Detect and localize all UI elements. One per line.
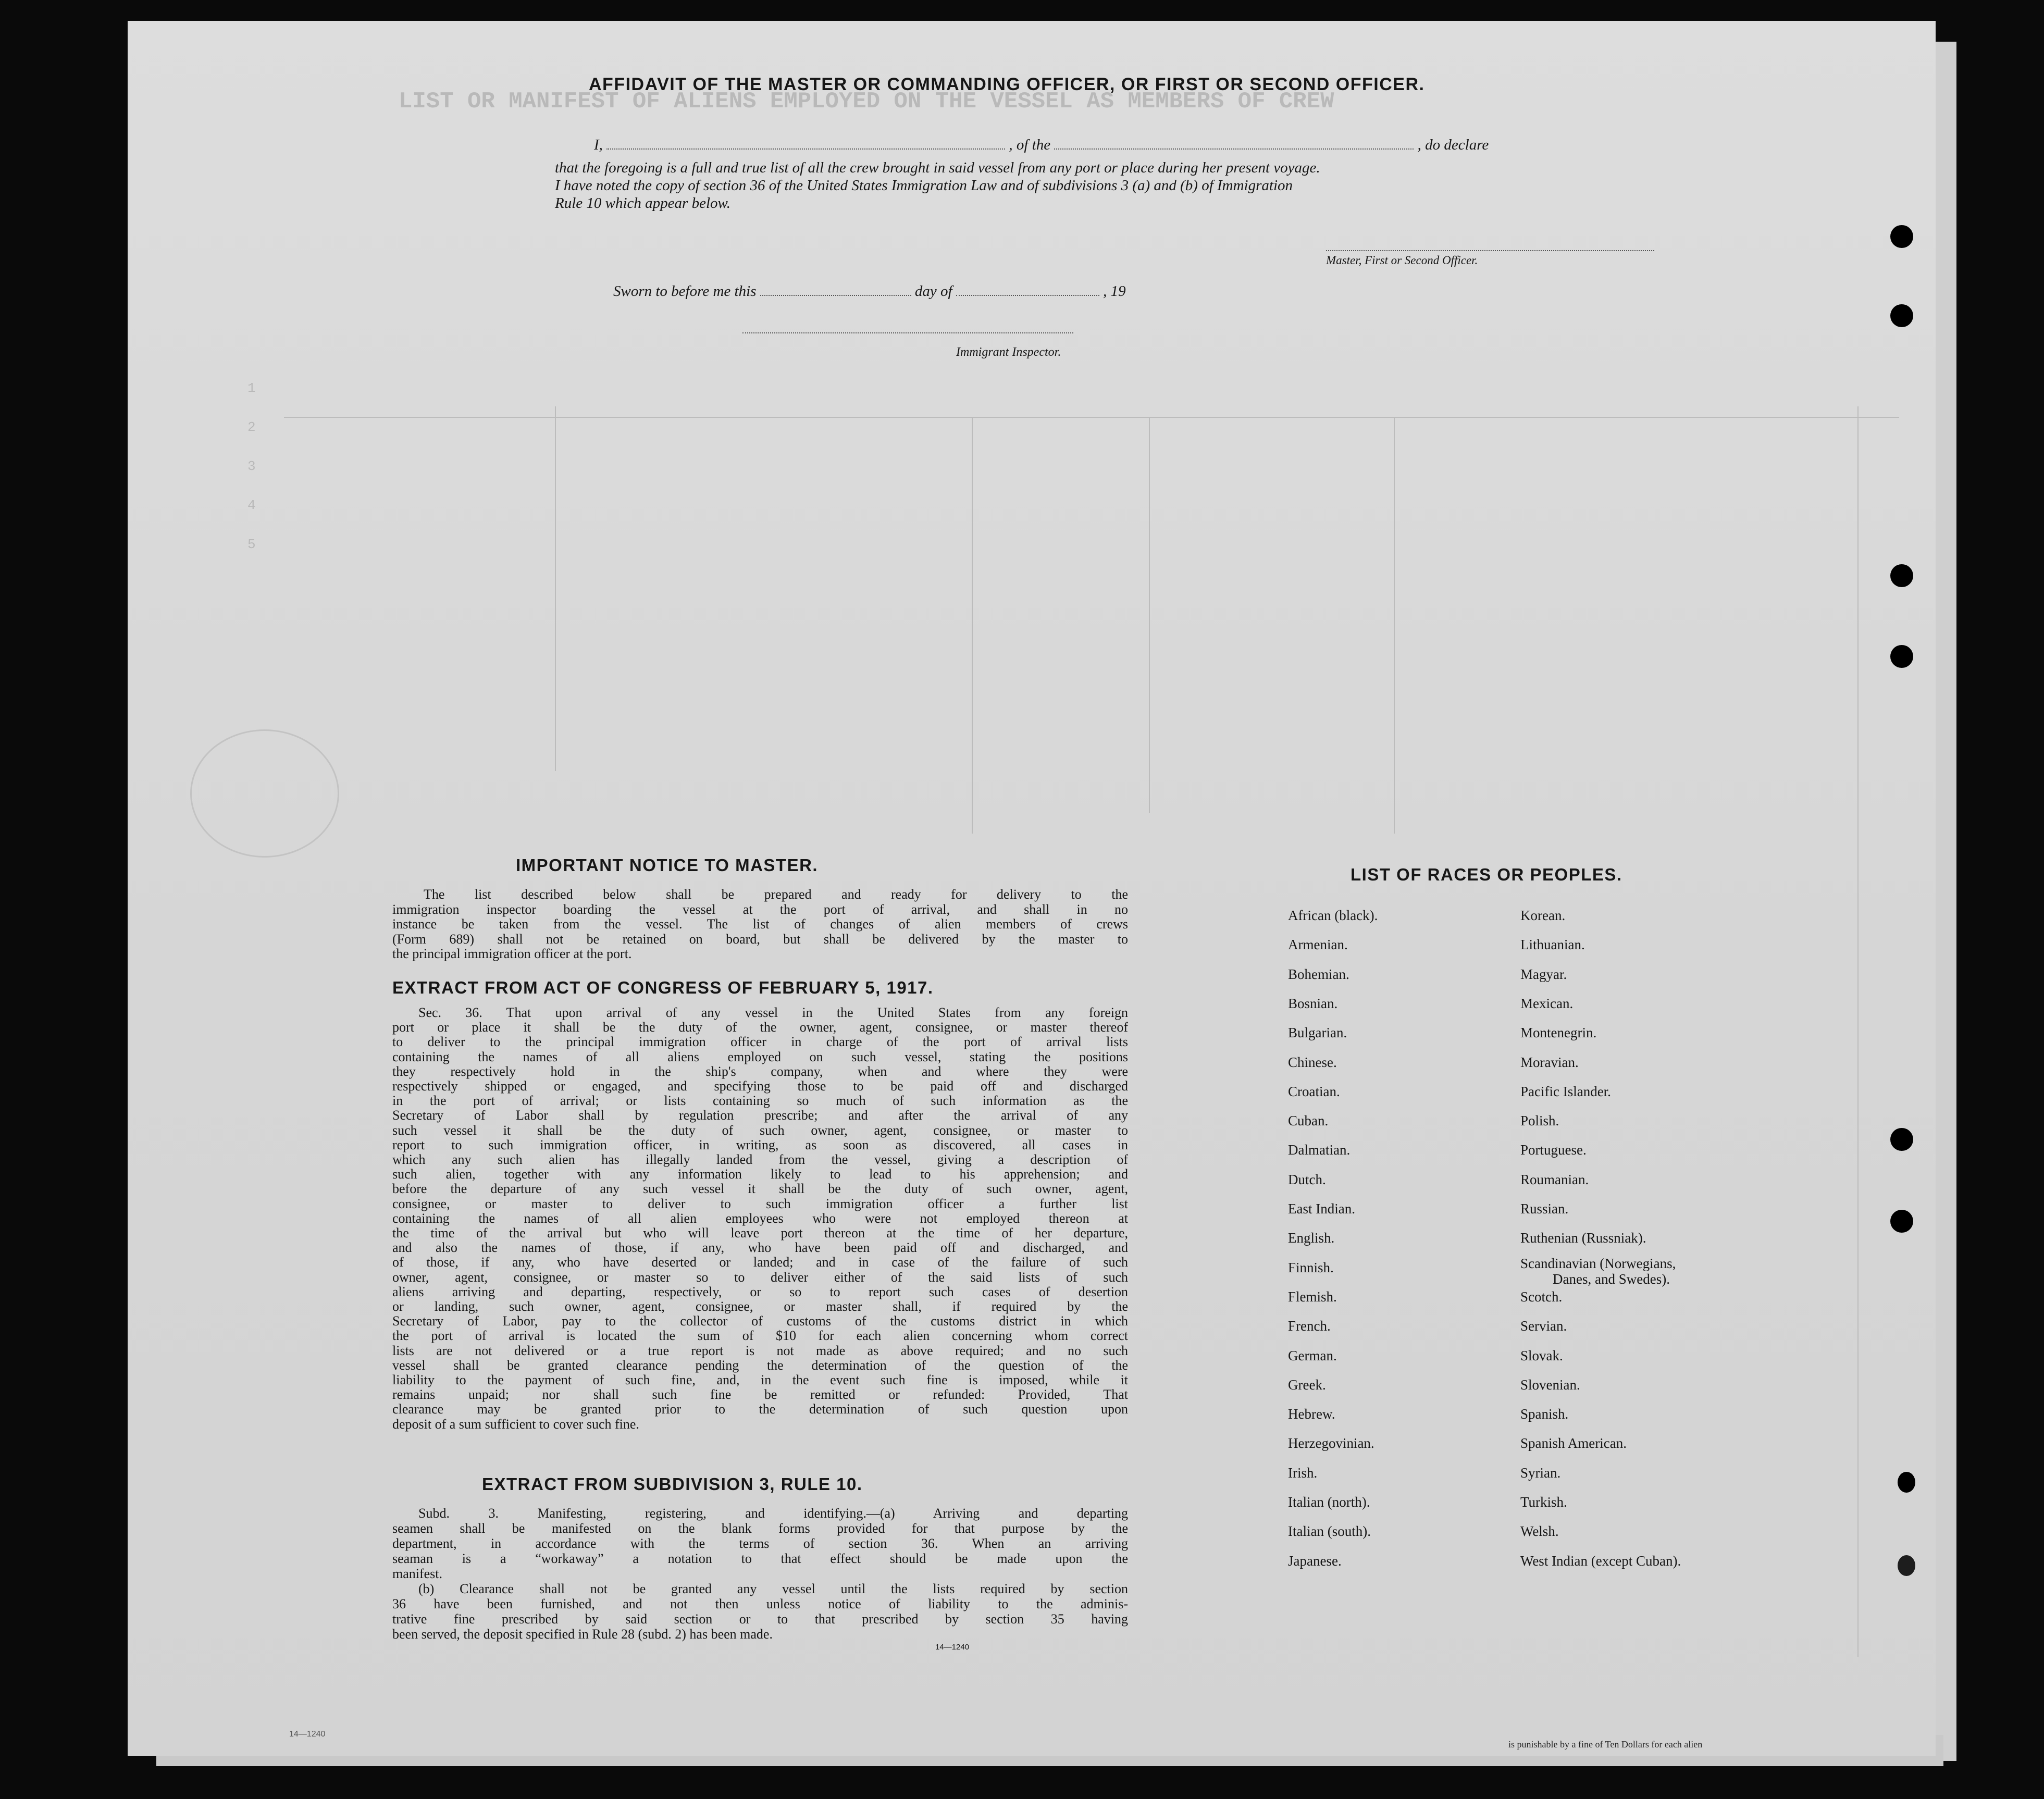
affidavit-i-label: I, [594,137,603,153]
binder-hole [1890,564,1913,587]
affidavit-declare-label: , do declare [1417,137,1489,153]
act-line: to deliver to the principal immigration officer in charge of the port of arrival lists [392,1034,1128,1050]
race-item: Herzegovinian. [1288,1435,1374,1451]
act-line: which any such alien has illegally landed from the vessel, giving a description of [392,1152,1128,1168]
rule-line: seamen shall be manifested on the blank forms provided for that purpose by the [392,1521,1128,1536]
race-item: Slovenian. [1520,1376,1580,1393]
notice-line: the principal immigration officer at the port. [392,946,632,961]
vessel-name-field[interactable] [1054,138,1414,150]
master-name-field[interactable] [606,138,1005,150]
rule-line: department, in accordance with the terms of section 36. When an arriving [392,1536,1128,1551]
race-item: Scandinavian (Norwegians, [1520,1255,1676,1271]
race-item: East Indian. [1288,1201,1355,1217]
act-line: Secretary of Labor shall by regulation prescribe; and after the arrival of any [392,1108,1128,1123]
act-line: they respectively hold in the ship's company, when and where they were [392,1063,1128,1079]
act-line: clearance may be granted prior to the determination of such question upon [392,1401,1128,1417]
race-item: Spanish. [1520,1406,1569,1422]
inspector-label: Immigrant Inspector. [956,345,1061,359]
race-item: Moravian. [1520,1054,1579,1070]
rule-line: Subd. 3. Manifesting, registering, and identifying.—(a) Arriving and departing [418,1506,1128,1521]
sworn-line [613,283,1126,300]
act-line: Sec. 36. That upon arrival of any vessel in the United States from any foreign [418,1005,1128,1020]
act-line: of those, if any, who have deserted or landed; and in case of the failure of such [392,1255,1128,1270]
race-item: West Indian (except Cuban). [1520,1553,1681,1569]
race-item: Flemish. [1288,1288,1337,1305]
notice-title: IMPORTANT NOTICE TO MASTER. [516,855,819,875]
year-label: , 19 [1103,283,1126,300]
day-of-label: day of [914,283,952,300]
act-line: such alien, together with any information likely to lead to his apprehension; and [392,1167,1128,1182]
act-line: before the departure of any such vessel it shall be the duty of such owner, agent, [392,1181,1128,1197]
rule-line: (b) Clearance shall not be granted any vessel until the lists required by section [418,1581,1128,1596]
notice-line: The list described below shall be prepared and ready for delivery to the [424,887,1128,902]
race-item: Spanish American. [1520,1435,1627,1451]
race-item: Lithuanian. [1520,937,1585,953]
binder-hole [1898,1472,1915,1493]
act-line: the port of arrival is located the sum of $10 for each alien concerning whom correct [392,1328,1128,1344]
binder-hole [1890,645,1913,668]
race-item: Greek. [1288,1376,1326,1393]
race-item: Bohemian. [1288,966,1349,982]
binder-hole [1890,1128,1913,1151]
race-item: Ruthenian (Russniak). [1520,1230,1646,1246]
race-item: Bosnian. [1288,995,1338,1011]
act-title: EXTRACT FROM ACT OF CONGRESS OF FEBRUARY 5, 1917. [392,978,934,997]
footer-penalty-text: is punishable by a fine of Ten Dollars for each alien [1508,1739,1703,1750]
race-item: Korean. [1520,908,1566,923]
act-line: vessel shall be granted clearance pending the determination of the question of the [392,1357,1128,1373]
race-item: English. [1288,1230,1335,1246]
affidavit-title: AFFIDAVIT OF THE MASTER OR COMMANDING OFFICER, OR FIRST OR SECOND OFFICER. [589,75,1425,94]
race-item: French. [1288,1318,1331,1334]
race-item: Mexican. [1520,995,1574,1011]
act-line: respectively shipped or engaged, and specifying those to be paid off and discharged [392,1078,1128,1094]
act-line: in the port of arrival; or lists containing so much of such information as the [392,1093,1128,1109]
race-item: Bulgarian. [1288,1025,1347,1041]
race-item: Welsh. [1520,1523,1559,1540]
race-item: Italian (south). [1288,1523,1371,1540]
race-item: Italian (north). [1288,1494,1370,1510]
act-line: deposit of a sum sufficient to cover such fine. [392,1416,639,1432]
race-item: Turkish. [1520,1494,1567,1510]
race-item: Magyar. [1520,966,1567,982]
rule-line: manifest. [392,1566,443,1581]
act-line: such vessel it shall be the duty of such owner, agent, consignee, or master to [392,1122,1128,1138]
race-item: Dalmatian. [1288,1142,1351,1158]
act-line: containing the names of all aliens employed on such vessel, stating the positions [392,1049,1128,1064]
rule-line: 36 have been furnished, and not then unless notice of liability to the adminis- [392,1596,1128,1611]
race-item: German. [1288,1347,1337,1363]
race-item: Russian. [1520,1201,1569,1217]
race-item: Polish. [1520,1113,1559,1129]
notice-line: immigration inspector boarding the vessel at the port of arrival, and shall in no [392,901,1128,917]
affidavit-line-3: I have noted the copy of section 36 of the United States Immigration Law and of subdivisions 3 (a) and (b) of Immigration [555,177,1293,194]
affidavit-declaration-line [594,137,1489,154]
manifest-page: LIST OR MANIFEST OF ALIENS EMPLOYED ON THE VESSEL AS MEMBERS OF CREW 1 2 3 4 5 AFFIDAVIT OF THE MASTER OR COMMANDING OFFICER, OR FIRST OR SECOND OFFICER. I, , of the , do declare that the foregoing is a full and true list of all the crew brought in said vessel from any port or place during her present voyage. I have noted the copy of section 36 of the United States Immigration Law and of subdivisions 3 (a) and (b) of Immigration Rule 10 which appear below. Master, First or Second Officer. Sworn to before me this day of , 19 Immigrant Inspector. IMPORTANT NOTICE TO MASTER. The list described below shall be prepared and ready for delivery to the immigration inspector boarding the vessel at the port of arrival, and shall in no instance be taken from the vessel. The list of changes of alien members of crews (Form 689) shall not be retained on board, but shall be delivered by the master to the principal immigration officer at the port. EXTRACT FROM ACT OF CONGRESS OF FEBRUARY 5, 1917. Sec. 36. That upon arrival of any vessel in the United States from any foreign port or place it shall be the duty of the owner, agent, consignee, or master thereof to deliver to the principal immigration officer in charge of the port of arrival lists containing the names of all aliens employed on such vessel, stating the positions they respectively hold in the ship's company, when and where they were respectively shipped or engaged, and specifying those to be paid off and discharged in the port of arrival; or lists containing so much of such information as the Secretary of Labor shall by regulation prescribe; and after the arrival of any such vessel it shall be the duty of such owner, agent, consignee, or master to report to such immigration officer, in writing, as soon as discovered, all cases in which any such alien has illegally landed from the vessel, giving a description of such alien, together with any information likely to lead to his apprehension; and before the departure of any such vessel it shall be the duty of such owner, agent, consignee, or master to deliver to such immigration officer a further list containing the names of all alien employees who were not employed thereon at the time of the arrival but who will leave port thereon at the time of her departure, and also the names of those, if any, who have been paid off and discharged, and of those, if any, who have deserted or landed; and in case of the failure of such owner, agent, consignee, or master so to deliver either of the said lists of such aliens arriving and departing, respectively, or so to report such cases of desertion or landing, such owner, agent, consignee, or master shall, if required by the Secretary of Labor, pay to the collector of customs of the customs district in which the port of arrival is located the sum of $10 for each alien concerning whom correct lists are not delivered or a true report is not made as above required; and no such vessel shall be granted clearance pending the determination of the question of the liability to the payment of such fine, and, in the event such fine is imposed, while it remains unpaid; nor shall such fine be remitted or refunded: Provided, That clearance may be granted prior to the determination of such question upon deposit of a sum sufficient to cover such fine. EXTRACT FROM SUBDIVISION 3, RULE 10. Subd. 3. Manifesting, registering, and identifying.—(a) Arriving and departing seamen shall be manifested on the blank forms provided for that purpose by the department, in accordance with the terms of section 36. When an arriving seaman is a “workaway” a notation to that effect should be made upon the manifest. (b) Clearance shall not be granted any vessel until the lists required by section 36 have been furnished, and not then unless notice of liability to the adminis- trative fine prescribed by said section or to that prescribed by section 35 having been served, the deposit specified in Rule 28 (subd. 2) has been made. 14—1240 LIST OF RACES OR PEOPLES. African (black). Armenian. Bohemian. Bosnian. Bulgarian. Chinese. Croatian. Cuban. Dalmatian. Dutch. East Indian. English. Finnish. Flemish. French. German. Greek. Hebrew. Herzegovinian. Irish. Italian (north). Italian (south). Japanese. Korean. Lithuanian. Magyar. Mexican. Montenegrin. Moravian. Pacific Islander. Polish. Portuguese. Roumanian. Russian. Ruthenian (Russniak). Scandinavian (Norwegians, Scotch. Servian. Slovak. Slovenian. Spanish. Spanish American. Syrian. Turkish. Welsh. West Indian (except Cuban). Danes, and Swedes). 14—1240 [128,21,1936,1756]
sworn-date-field[interactable] [760,284,911,296]
notice-line: instance be taken from the vessel. The list of changes of alien members of crews [392,916,1128,932]
race-item: Dutch. [1288,1171,1326,1187]
act-line: or landing, such owner, agent, consignee, or master shall, if required by the [392,1299,1128,1314]
race-item: African (black). [1288,908,1378,923]
act-line: owner, agent, consignee, or master so to deliver either of the said lists of such [392,1269,1128,1285]
race-item: Pacific Islander. [1520,1083,1611,1099]
race-item: Servian. [1520,1318,1567,1334]
rule-line: been served, the deposit specified in Rule 28 (subd. 2) has been made. [392,1627,773,1642]
affidavit-line-4: Rule 10 which appear below. [555,195,730,212]
race-item: Croatian. [1288,1083,1340,1099]
master-signature-label: Master, First or Second Officer. [1326,254,1478,267]
rule-line: trative fine prescribed by said section or to that prescribed by section 35 having [392,1611,1128,1627]
binder-hole [1890,1210,1913,1233]
act-line: port or place it shall be the duty of the owner, agent, consignee, or master thereof [392,1020,1128,1035]
notice-body [392,887,1128,962]
race-item: Japanese. [1288,1553,1342,1569]
race-item: Portuguese. [1520,1142,1587,1158]
act-body [392,1006,1128,1432]
act-line: Secretary of Labor, pay to the collector of customs of the customs district in which [392,1313,1128,1329]
race-item: Scotch. [1520,1288,1563,1305]
sworn-month-field[interactable] [956,284,1099,296]
master-signature-line[interactable] [1326,250,1654,251]
binder-hole [1890,304,1913,327]
race-item: Hebrew. [1288,1406,1335,1422]
act-line: consignee, or master to deliver to such immigration officer a further list [392,1196,1128,1211]
binder-hole [1898,1555,1915,1576]
rule-body [392,1506,1128,1642]
act-line: report to such immigration officer, in writing, as soon as discovered, all cases in [392,1137,1128,1152]
rule-form-code: 14—1240 [935,1643,970,1652]
race-item: Armenian. [1288,937,1348,953]
act-line: lists are not delivered or a true report is not made as above required; and no such [392,1343,1128,1358]
notice-line: (Form 689) shall not be retained on board, but shall be delivered by the master to [392,931,1128,947]
race-item: Slovak. [1520,1347,1563,1363]
binder-hole [1890,225,1913,248]
act-line: the time of the arrival but who will leave port thereon at the time of her departure, [392,1225,1128,1241]
sworn-label: Sworn to before me this [613,283,757,300]
race-item: Roumanian. [1520,1171,1589,1187]
race-item: Montenegrin. [1520,1025,1597,1041]
race-item-continuation: Danes, and Swedes). [1553,1271,1670,1287]
race-item: Syrian. [1520,1465,1561,1481]
inspector-signature-line[interactable] [742,332,1073,333]
races-title: LIST OF RACES OR PEOPLES. [1351,865,1622,884]
affidavit-line-2: that the foregoing is a full and true list of all the crew brought in said vessel from any port or place during her present voyage. [555,159,1320,176]
rule-title: EXTRACT FROM SUBDIVISION 3, RULE 10. [482,1474,863,1494]
race-item: Cuban. [1288,1113,1329,1129]
rule-line: seaman is a “workaway” a notation to that effect should be made upon the [392,1551,1128,1566]
act-line: liability to the payment of such fine, and, in the event such fine is imposed, while it [392,1372,1128,1388]
act-line: and also the names of those, if any, who have been paid off and discharged, and [392,1240,1128,1256]
race-item: Irish. [1288,1465,1318,1481]
act-line: containing the names of all alien employees who were not employed thereon at [392,1210,1128,1226]
race-item: Finnish. [1288,1259,1334,1275]
footer-form-code: 14—1240 [289,1730,326,1739]
affidavit-of-the-label: , of the [1009,137,1051,153]
race-item: Chinese. [1288,1054,1337,1070]
act-line: aliens arriving and departing, respectively, or so to report such cases of desertion [392,1284,1128,1299]
act-line: remains unpaid; nor shall such fine be remitted or refunded: Provided, That [392,1387,1128,1403]
